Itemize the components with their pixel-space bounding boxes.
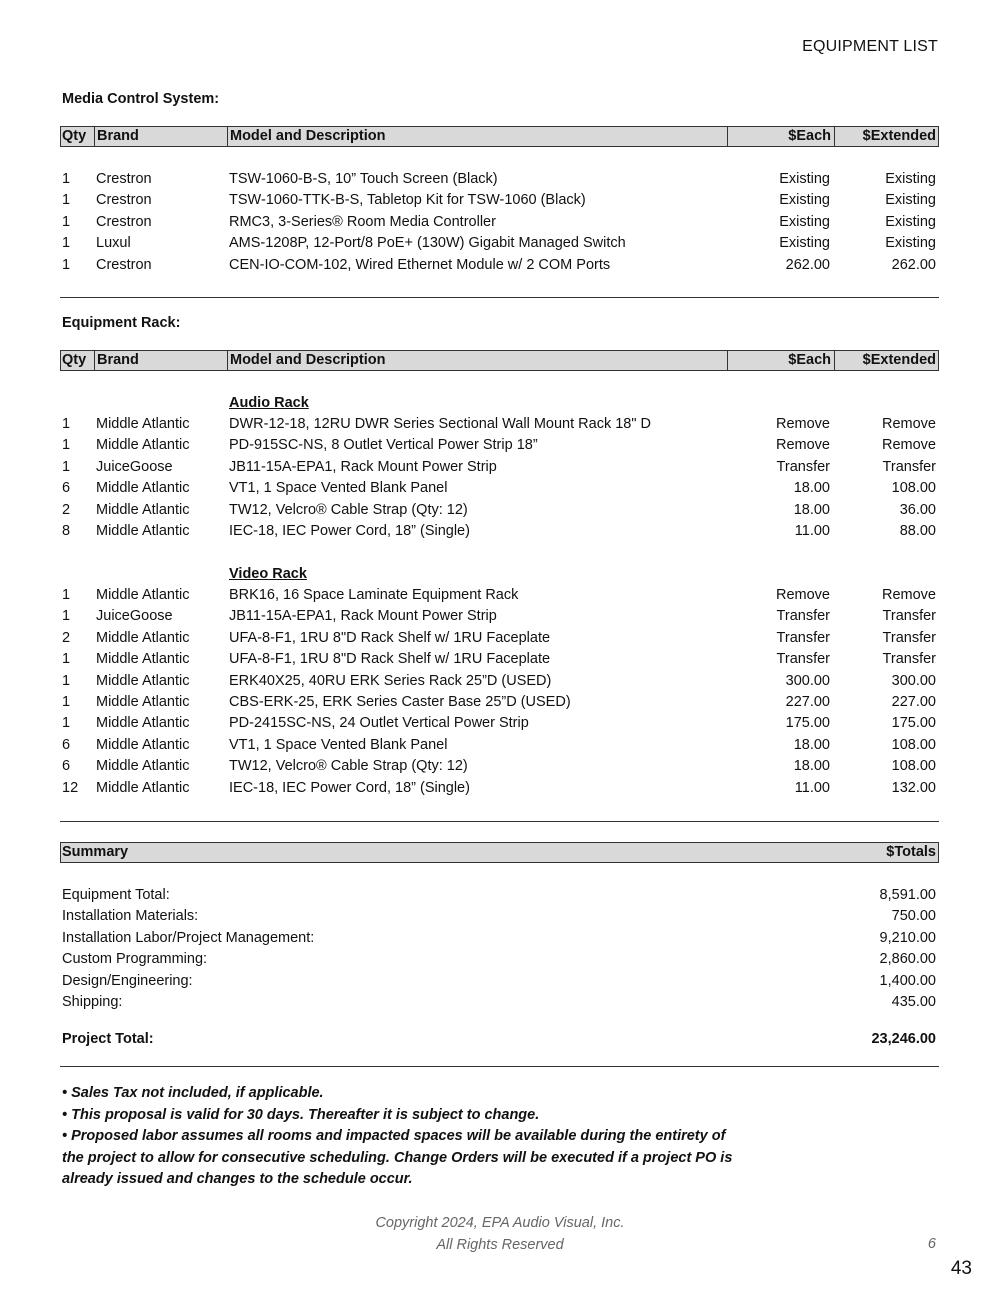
summary-value: 435.00 [891, 994, 936, 1010]
qty-cell: 6 [62, 736, 71, 753]
summary-row [0, 949, 1000, 970]
summary-label: Custom Programming: [62, 951, 208, 968]
qty-cell: 1 [62, 416, 71, 432]
extended-cell: Existing [885, 235, 936, 252]
summary-totals-label: $Totals [886, 844, 936, 860]
each-cell: 18.00 [793, 736, 830, 753]
each-cell: 11.00 [794, 523, 830, 539]
table-row [0, 692, 1000, 713]
model-cell: TW12, Velcro® Cable Strap (Qty: 12) [229, 501, 468, 518]
extended-cell: Remove [882, 437, 936, 454]
qty-cell: 6 [62, 480, 71, 497]
qty-cell: 6 [62, 758, 71, 775]
brand-cell: Middle Atlantic [96, 758, 190, 775]
extended-cell: 262.00 [891, 256, 936, 273]
qty-cell: 1 [62, 192, 71, 209]
table-row [0, 255, 1000, 276]
summary-title: Summary [62, 844, 129, 860]
brand-cell: Middle Atlantic [96, 672, 190, 689]
qty-cell: 1 [62, 694, 71, 710]
col-model-header: Model and Description [227, 127, 727, 146]
qty-cell: 2 [62, 629, 71, 646]
each-cell: Remove [776, 587, 830, 603]
project-total-label: Project Total: [62, 1031, 154, 1047]
qty-cell: 1 [62, 715, 71, 732]
col-extended-header: $Extended [834, 351, 938, 370]
each-cell: 18.00 [793, 501, 830, 518]
qty-cell: 1 [62, 437, 71, 454]
project-total-row [0, 1029, 1000, 1050]
qty-cell: 2 [62, 501, 71, 518]
media-section-title: Media Control System: [62, 91, 220, 107]
col-qty-header: Qty [62, 352, 87, 368]
extended-cell: Transfer [882, 608, 936, 625]
media-table-header [60, 126, 939, 147]
model-cell: IEC-18, IEC Power Cord, 18” (Single) [229, 523, 470, 539]
extended-cell: 36.00 [899, 501, 936, 518]
qty-cell: 1 [62, 672, 71, 689]
each-cell: Existing [779, 192, 830, 209]
summary-row [0, 928, 1000, 949]
each-cell: 262.00 [785, 256, 830, 273]
brand-cell: JuiceGoose [96, 608, 173, 625]
brand-cell: Luxul [96, 235, 131, 252]
table-row [0, 212, 1000, 233]
summary-divider [60, 1066, 939, 1067]
brand-cell: JuiceGoose [96, 458, 173, 475]
summary-header [60, 842, 939, 863]
video-rack-subheading: Video Rack [229, 566, 307, 582]
brand-cell: Middle Atlantic [96, 629, 190, 646]
model-cell: TSW-1060-TTK-B-S, Tabletop Kit for TSW-1060 (Black) [229, 192, 586, 209]
qty-cell: 1 [62, 213, 71, 230]
table-row [0, 500, 1000, 521]
each-cell: Transfer [776, 651, 830, 668]
col-each-header: $Each [727, 127, 834, 146]
table-row [0, 756, 1000, 777]
each-cell: 18.00 [793, 480, 830, 497]
model-cell: BRK16, 16 Space Laminate Equipment Rack [229, 587, 519, 603]
model-cell: CBS-ERK-25, ERK Series Caster Base 25”D (USED) [229, 694, 571, 710]
model-cell: CEN-IO-COM-102, Wired Ethernet Module w/ 2 COM Ports [229, 256, 611, 273]
table-row [0, 606, 1000, 627]
extended-cell: Transfer [882, 458, 936, 475]
extended-cell: Existing [885, 213, 936, 230]
table-row [0, 735, 1000, 756]
extended-cell: 227.00 [891, 694, 936, 710]
rack-table-header [60, 350, 939, 371]
table-row [0, 521, 1000, 542]
qty-cell: 1 [62, 256, 71, 273]
each-cell: 227.00 [785, 694, 830, 710]
model-cell: IEC-18, IEC Power Cord, 18” (Single) [229, 779, 470, 796]
summary-value: 8,591.00 [879, 887, 936, 903]
table-row [0, 628, 1000, 649]
extended-cell: 108.00 [891, 758, 936, 775]
extended-cell: 108.00 [891, 480, 936, 497]
footer-rights: All Rights Reserved [436, 1237, 564, 1253]
col-each-header: $Each [727, 351, 834, 370]
summary-value: 1,400.00 [879, 972, 936, 989]
each-cell: Existing [779, 171, 830, 187]
notes-block [62, 1083, 742, 1191]
col-qty-header: Qty [62, 128, 87, 144]
table-row [0, 414, 1000, 435]
each-cell: 11.00 [794, 779, 830, 796]
note-item: • Proposed labor assumes all rooms and impacted spaces will be available during the entirety of the project to allow for consecutive scheduling. Change Orders will be executed if a project PO is already issued and changes to the schedule occur. [62, 1128, 733, 1187]
qty-cell: 8 [62, 523, 71, 539]
brand-cell: Middle Atlantic [96, 694, 190, 710]
extended-cell: Transfer [882, 651, 936, 668]
qty-cell: 1 [62, 458, 71, 475]
model-cell: VT1, 1 Space Vented Blank Panel [229, 736, 448, 753]
model-cell: PD-2415SC-NS, 24 Outlet Vertical Power Strip [229, 715, 529, 732]
extended-cell: Remove [882, 416, 936, 432]
summary-row [0, 885, 1000, 906]
table-row [0, 713, 1000, 734]
summary-label: Shipping: [62, 994, 123, 1010]
each-cell: Remove [776, 416, 830, 432]
each-cell: Transfer [776, 608, 830, 625]
qty-cell: 1 [62, 235, 71, 252]
extended-cell: Remove [882, 587, 936, 603]
extended-cell: 108.00 [891, 736, 936, 753]
each-cell: 175.00 [785, 715, 830, 732]
note-item: • This proposal is valid for 30 days. Thereafter it is subject to change. [62, 1106, 540, 1123]
brand-cell: Crestron [96, 256, 152, 273]
brand-cell: Crestron [96, 192, 152, 209]
summary-label: Installation Labor/Project Management: [62, 929, 315, 946]
qty-cell: 12 [62, 779, 79, 796]
rack-section-title: Equipment Rack: [62, 315, 181, 331]
model-cell: JB11-15A-EPA1, Rack Mount Power Strip [229, 608, 497, 625]
each-cell: 300.00 [785, 672, 830, 689]
extended-cell: Transfer [882, 629, 936, 646]
summary-row [0, 971, 1000, 992]
each-cell: Transfer [776, 629, 830, 646]
table-row [0, 190, 1000, 211]
brand-cell: Middle Atlantic [96, 501, 190, 518]
summary-label: Equipment Total: [62, 887, 170, 903]
each-cell: 18.00 [793, 758, 830, 775]
extended-cell: 175.00 [891, 715, 936, 732]
brand-cell: Middle Atlantic [96, 523, 190, 539]
summary-value: 9,210.00 [879, 929, 936, 946]
brand-cell: Crestron [96, 171, 152, 187]
each-cell: Existing [779, 235, 830, 252]
model-cell: RMC3, 3-Series® Room Media Controller [229, 213, 496, 230]
col-brand-header: Brand [94, 127, 227, 146]
summary-value: 750.00 [891, 908, 936, 925]
extended-cell: 300.00 [891, 672, 936, 689]
summary-value: 2,860.00 [879, 951, 936, 968]
brand-cell: Middle Atlantic [96, 587, 190, 603]
qty-cell: 1 [62, 608, 71, 625]
each-cell: Transfer [776, 458, 830, 475]
media-divider [60, 297, 939, 298]
brand-cell: Middle Atlantic [96, 736, 190, 753]
each-cell: Existing [779, 213, 830, 230]
model-cell: UFA-8-F1, 1RU 8"D Rack Shelf w/ 1RU Faceplate [229, 651, 551, 668]
note-item: • Sales Tax not included, if applicable. [62, 1085, 324, 1101]
model-cell: PD-915SC-NS, 8 Outlet Vertical Power Strip 18” [229, 437, 538, 454]
model-cell: AMS-1208P, 12-Port/8 PoE+ (130W) Gigabit Managed Switch [229, 235, 626, 252]
summary-row [0, 906, 1000, 927]
extended-cell: 88.00 [899, 523, 936, 539]
model-cell: TW12, Velcro® Cable Strap (Qty: 12) [229, 758, 468, 775]
brand-cell: Crestron [96, 213, 152, 230]
footer-page-number: 6 [927, 1236, 936, 1252]
table-row [0, 585, 1000, 606]
extended-cell: 132.00 [891, 779, 936, 796]
model-cell: DWR-12-18, 12RU DWR Series Sectional Wall Mount Rack 18" D [229, 416, 652, 432]
model-cell: ERK40X25, 40RU ERK Series Rack 25”D (USED) [229, 672, 552, 689]
sheet-number: 43 [950, 1258, 972, 1279]
brand-cell: Middle Atlantic [96, 715, 190, 732]
summary-label: Design/Engineering: [62, 972, 193, 989]
table-row [0, 169, 1000, 190]
footer-copyright: Copyright 2024, EPA Audio Visual, Inc. [375, 1215, 625, 1231]
page-header-title: EQUIPMENT LIST [802, 38, 938, 55]
model-cell: TSW-1060-B-S, 10” Touch Screen (Black) [229, 171, 498, 187]
table-row [0, 778, 1000, 799]
table-row [0, 671, 1000, 692]
qty-cell: 1 [62, 587, 71, 603]
summary-row [0, 992, 1000, 1013]
table-row [0, 457, 1000, 478]
brand-cell: Middle Atlantic [96, 416, 190, 432]
col-brand-header: Brand [94, 351, 227, 370]
project-total-value: 23,246.00 [871, 1031, 936, 1047]
summary-label: Installation Materials: [62, 908, 199, 925]
audio-rack-subheading: Audio Rack [229, 395, 309, 411]
qty-cell: 1 [62, 651, 71, 668]
extended-cell: Existing [885, 192, 936, 209]
brand-cell: Middle Atlantic [96, 779, 190, 796]
table-row [0, 478, 1000, 499]
table-row [0, 649, 1000, 670]
col-extended-header: $Extended [834, 127, 938, 146]
rack-divider [60, 821, 939, 822]
model-cell: JB11-15A-EPA1, Rack Mount Power Strip [229, 458, 497, 475]
brand-cell: Middle Atlantic [96, 437, 190, 454]
brand-cell: Middle Atlantic [96, 480, 190, 497]
extended-cell: Existing [885, 171, 936, 187]
brand-cell: Middle Atlantic [96, 651, 190, 668]
table-row [0, 435, 1000, 456]
col-model-header: Model and Description [227, 351, 727, 370]
each-cell: Remove [776, 437, 830, 454]
model-cell: VT1, 1 Space Vented Blank Panel [229, 480, 448, 497]
table-row [0, 233, 1000, 254]
model-cell: UFA-8-F1, 1RU 8"D Rack Shelf w/ 1RU Faceplate [229, 629, 551, 646]
qty-cell: 1 [62, 171, 71, 187]
